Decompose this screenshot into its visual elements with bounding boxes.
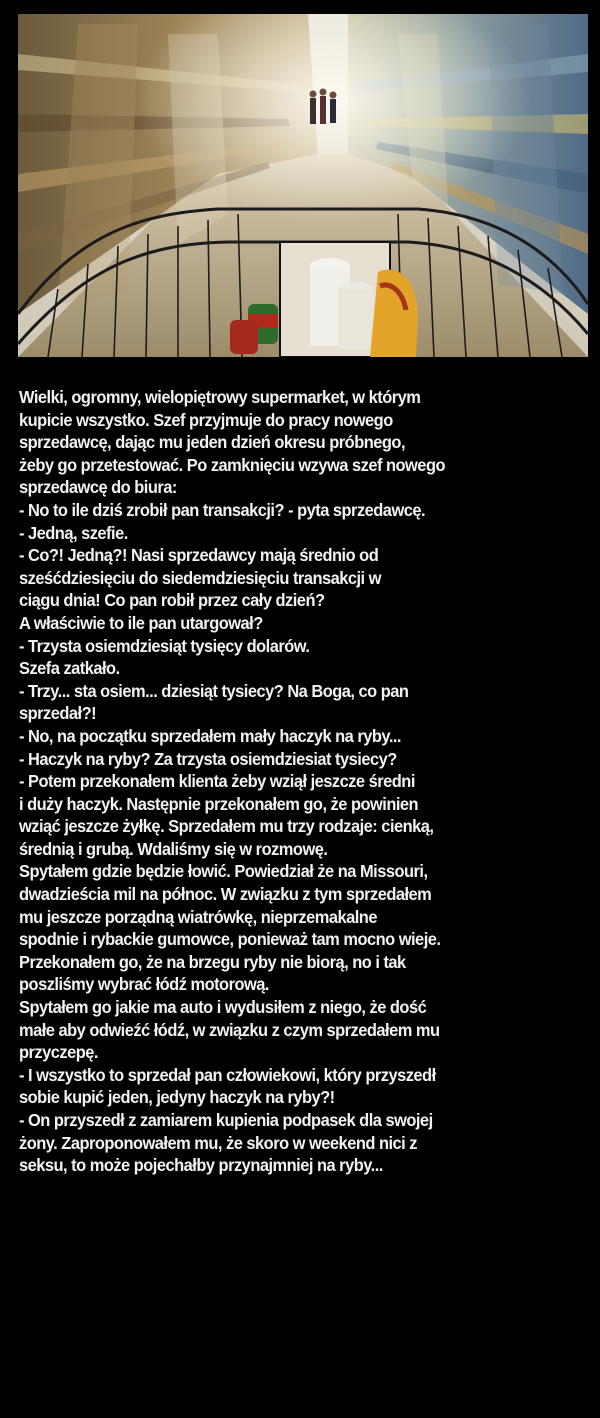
story-line: seksu, to może pojechałby przynajmniej na ryby... <box>19 1155 383 1176</box>
story-line: wziąć jeszcze żyłkę. Sprzedałem mu trzy rodzaje: cienką, <box>19 816 434 837</box>
story-line: - Trzysta osiemdziesiąt tysięcy dolarów. <box>19 635 310 656</box>
story-line: poszliśmy wybrać łódź motorową. <box>19 974 269 995</box>
story-line: A właściwie to ile pan utargował? <box>19 612 263 633</box>
story-line: kupicie wszystko. Szef przyjmuje do pracy nowego <box>19 409 393 430</box>
supermarket-photo <box>18 14 588 357</box>
story-line: sześćdziesięciu do siedemdziesięciu transakcji w <box>19 567 381 588</box>
story-line: ciągu dnia! Co pan robił przez cały dzień? <box>19 590 325 611</box>
story-line: - No, na początku sprzedałem mały haczyk na ryby... <box>19 725 401 746</box>
story-line: średnią i grubą. Wdaliśmy się w rozmowę. <box>19 838 328 859</box>
story-line: Przekonałem go, że na brzegu ryby nie biorą, no i tak <box>19 951 406 972</box>
story-line: sprzedawcę do biura: <box>19 477 177 498</box>
story-line: dwadzieścia mil na północ. W związku z tym sprzedałem <box>19 884 432 905</box>
story-line: żeby go przetestować. Po zamknięciu wzywa szef nowego <box>19 454 446 475</box>
story-line: Wielki, ogromny, wielopiętrowy supermarket, w którym <box>19 387 421 407</box>
story-text <box>19 386 560 1177</box>
story-line: sprzedawcę, dając mu jeden dzień okresu próbnego, <box>19 432 406 453</box>
story-line: przyczepę. <box>19 1042 98 1063</box>
story-line: małe aby odwieźć łódź, w związku z czym sprzedałem mu <box>19 1019 440 1040</box>
story-line: Spytałem gdzie będzie łowić. Powiedział że na Missouri, <box>19 861 428 882</box>
story-line: Szefa zatkało. <box>19 658 120 679</box>
story-line: mu jeszcze porządną wiatrówkę, nieprzemakalne <box>19 906 377 927</box>
story-line: - Trzy... sta osiem... dziesiąt tysiecy? Na Boga, co pan <box>19 680 409 701</box>
story-line: - No to ile dziś zrobił pan transakcji? - pyta sprzedawcę. <box>19 499 426 520</box>
story-line: - I wszystko to sprzedał pan człowiekowi, który przyszedł <box>19 1064 436 1085</box>
story-line: - On przyszedł z zamiarem kupienia podpasek dla swojej <box>19 1110 433 1130</box>
story-line: Spytałem go jakie ma auto i wydusiłem z niego, że dość <box>19 997 427 1018</box>
story-line: sobie kupić jeden, jedyny haczyk na ryby?! <box>19 1087 335 1108</box>
story-line: - Haczyk na ryby? Za trzysta osiemdziesiat tysiecy? <box>19 748 397 769</box>
story-line: i duży haczyk. Następnie przekonałem go, że powinien <box>19 793 419 814</box>
story-line: żony. Zaproponowałem mu, że skoro w weekend nici z <box>19 1132 417 1153</box>
story-line: - Co?! Jedną?! Nasi sprzedawcy mają średnio od <box>19 545 379 566</box>
story-line: - Jedną, szefie. <box>19 522 128 543</box>
story-line: - Potem przekonałem klienta żeby wziął jeszcze średni <box>19 771 415 792</box>
story-line: sprzedał?! <box>19 703 97 724</box>
story-line: spodnie i rybackie gumowce, ponieważ tam mocno wieje. <box>19 929 441 950</box>
